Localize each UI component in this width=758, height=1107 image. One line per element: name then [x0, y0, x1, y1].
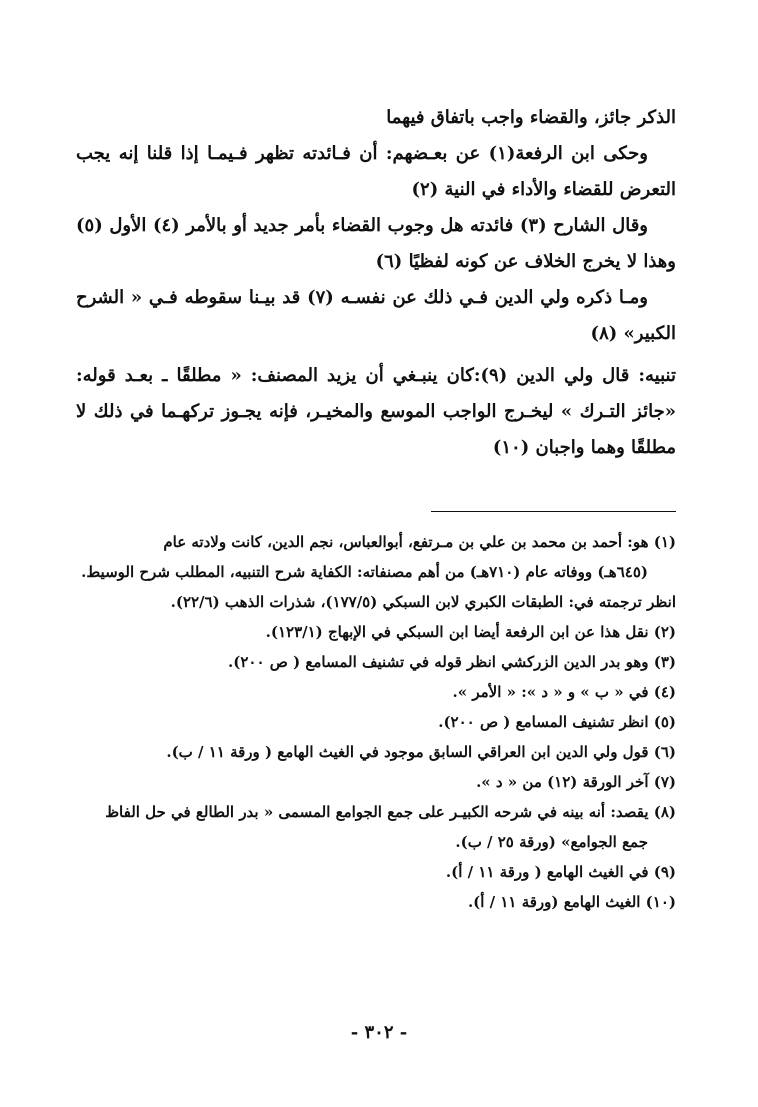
footnote-3: (٣) وهو بدر الدين الزركشي انظر قوله في تشنيف المسامع ( ص ٢٠٠).: [228, 653, 676, 671]
footnote-8-continuation: جمع الجوامع» (ورقة ٢٥ / ب).: [455, 833, 648, 851]
footnotes-block: [76, 527, 676, 917]
paragraph-commentator: وقال الشارح (٣) فائدته هل وجوب القضاء بأمر جديد أو بالأمر (٤) الأول (٥) وهذا لا يخرج الخلاف عن كونه لفظيًا (٦): [76, 215, 676, 272]
footnote-4: (٤) في « ب » و « د »: « الأمر ».: [452, 683, 676, 701]
footnote-1-continuation: (٦٤٥هـ) ووفاته عام (٧١٠هـ) من أهم مصنفاته: الكفاية شرح التنبيه، المطلب شرح الوسيط.: [81, 563, 648, 581]
paragraph-notice: تنبيه: قال ولي الدين (٩):كان ينبـغي أن يزيد المصنف: « مطلقًا ـ بعـد قوله: «جائز التـرك » ليخـرج الواجب الموسع والمخيـر، فإنه يجـوز تركهـما في ذلك لا مطلقًا وهما واجبان (١٠): [76, 365, 676, 458]
paragraph-wali-al-din: ومـا ذكره ولي الدين فـي ذلك عن نفسـه (٧) قد بيـنا سقوطه فـي « الشرح الكبير» (٨): [76, 287, 676, 344]
footnote-10: (١٠) الغيث الهامع (ورقة ١١ / أ).: [467, 893, 676, 911]
footnote-7: (٧) آخر الورقة (١٢) من « د ».: [476, 773, 676, 791]
footnote-8: (٨) يقصد: أنه بينه في شرحه الكبيـر على جمع الجوامع المسمى « بدر الطالع في حل الفاظ: [105, 803, 676, 821]
paragraph-opening: الذكر جائز، والقضاء واجب باتفاق فيهما: [386, 107, 676, 128]
footnote-1-references: انظر ترجمته في: الطبقات الكبري لابن السبكي (١٧٧/٥)، شذرات الذهب (٢٢/٦).: [170, 593, 676, 611]
paragraph-ibn-al-rifaa: وحكى ابن الرفعة(١) عن بعـضهم: أن فـائدته تظهر فـيمـا إذا قلنا إنه يجب التعرض للقضاء والأداء في النية (٢): [76, 143, 676, 200]
page-number: - ٣٠٢ -: [350, 1022, 408, 1043]
footnote-divider: [431, 511, 676, 512]
footnote-6: (٦) قول ولي الدين ابن العراقي السابق موجود في الغيث الهامع ( ورقة ١١ / ب).: [166, 743, 676, 761]
footnote-2: (٢) نقل هذا عن ابن الرفعة أيضا ابن السبكي في الإبهاج (١٢٣/١).: [265, 623, 676, 641]
main-text-block: [76, 100, 676, 466]
footnote-9: (٩) في الغيث الهامع ( ورقة ١١ / أ).: [445, 863, 676, 881]
footnote-5: (٥) انظر تشنيف المسامع ( ص ٢٠٠).: [438, 713, 676, 731]
footnote-1: (١) هو: أحمد بن محمد بن علي بن مـرتفع، أبوالعباس، نجم الدين، كانت ولادته عام: [163, 533, 676, 551]
